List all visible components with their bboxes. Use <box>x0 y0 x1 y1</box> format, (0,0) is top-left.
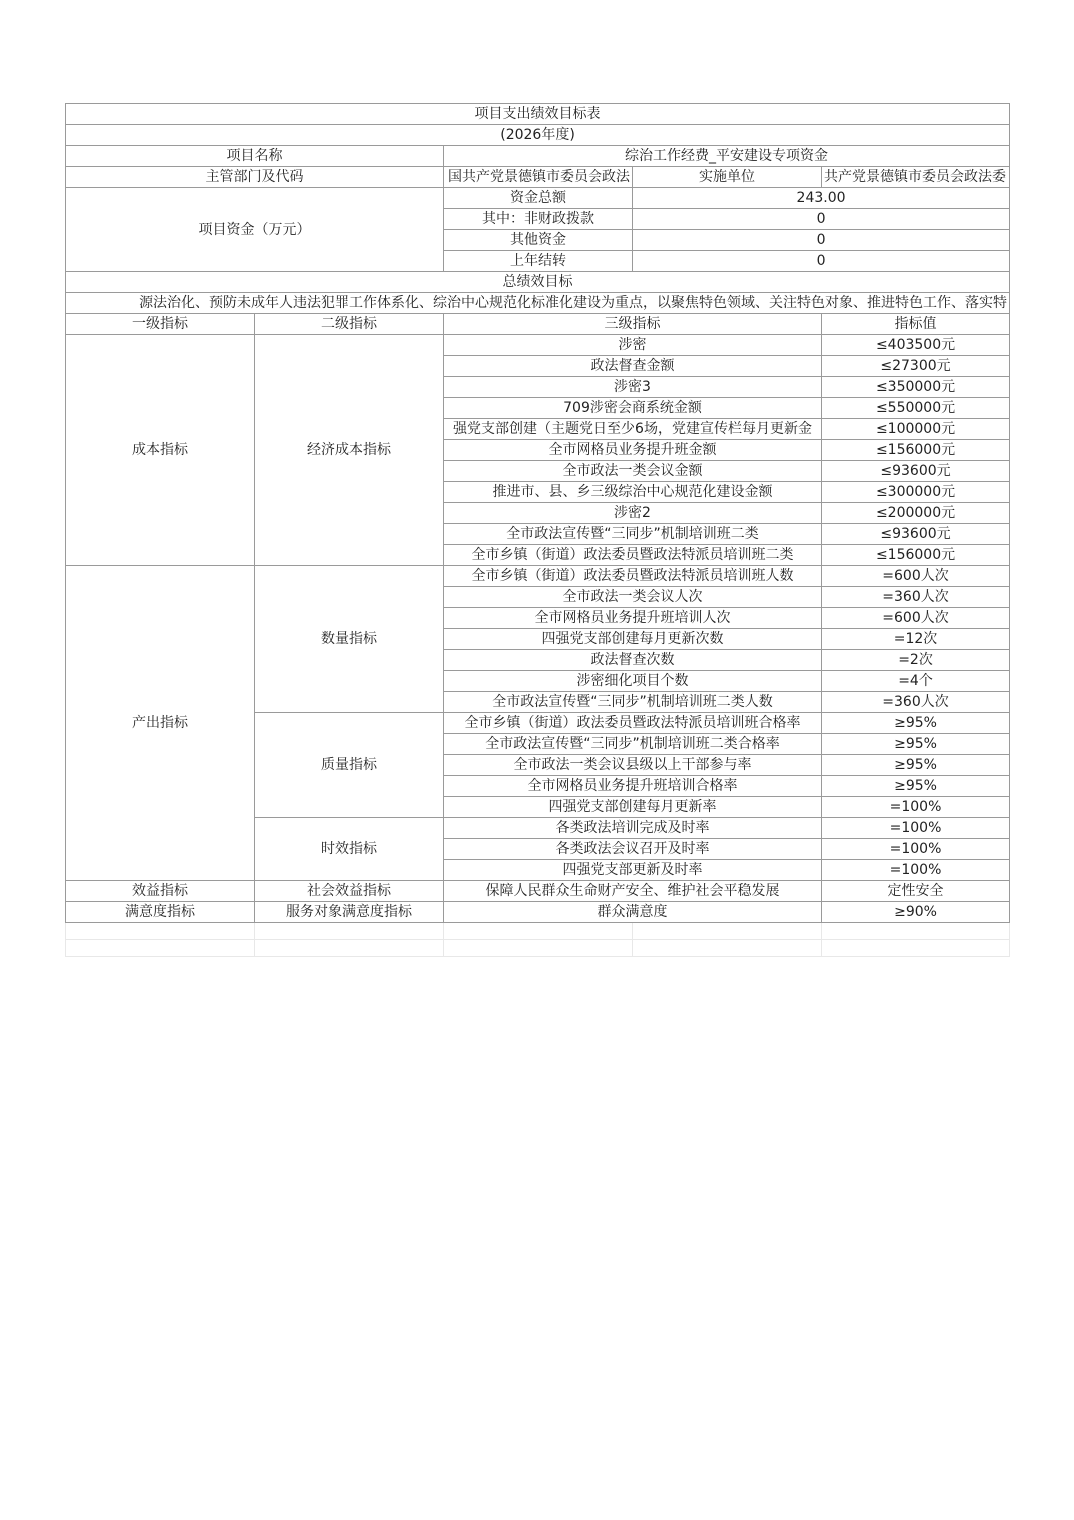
indicator-row <box>66 566 1010 587</box>
indicator-value: ≤200000元 <box>822 503 1010 524</box>
level2-indicator: 时效指标 <box>255 818 444 881</box>
indicator-value: =360人次 <box>822 692 1010 713</box>
empty-grid-row <box>66 940 1010 957</box>
funds-total-value: 243.00 <box>633 188 1010 209</box>
impl-unit-value: 共产党景德镇市委员会政法委 <box>822 167 1010 188</box>
header-level2: 二级指标 <box>255 314 444 335</box>
level3-indicator: 保障人民群众生命财产安全、维护社会平稳发展 <box>444 881 822 902</box>
funds-label: 项目资金（万元） <box>66 188 444 272</box>
indicator-value: ≤403500元 <box>822 335 1010 356</box>
level1-indicator: 产出指标 <box>66 566 255 881</box>
level3-indicator: 涉密2 <box>444 503 822 524</box>
empty-cell <box>255 940 444 957</box>
indicator-value: ≤350000元 <box>822 377 1010 398</box>
table-title: 项目支出绩效目标表 <box>66 104 1010 125</box>
level3-indicator: 强党支部创建（主题党日至少6场，党建宣传栏每月更新金 <box>444 419 822 440</box>
level3-indicator: 全市乡镇（街道）政法委员暨政法特派员培训班合格率 <box>444 713 822 734</box>
indicator-value: ≤550000元 <box>822 398 1010 419</box>
funds-other-label: 其他资金 <box>444 230 633 251</box>
funds-nonfiscal-label: 其中：非财政拨款 <box>444 209 633 230</box>
level3-indicator: 全市政法宣传暨“三同步”机制培训班二类 <box>444 524 822 545</box>
level3-indicator: 四强党支部创建每月更新率 <box>444 797 822 818</box>
indicator-value: ≥95% <box>822 776 1010 797</box>
empty-cell <box>444 940 633 957</box>
indicator-value: ≤100000元 <box>822 419 1010 440</box>
level3-indicator: 涉密细化项目个数 <box>444 671 822 692</box>
level1-indicator: 成本指标 <box>66 335 255 566</box>
level3-indicator: 全市政法宣传暨“三同步”机制培训班二类人数 <box>444 692 822 713</box>
table-year: (2026年度) <box>66 125 1010 146</box>
level3-indicator: 全市政法一类会议县级以上干部参与率 <box>444 755 822 776</box>
impl-unit-label: 实施单位 <box>633 167 822 188</box>
indicator-value: ≤27300元 <box>822 356 1010 377</box>
indicator-row <box>66 335 1010 356</box>
overall-goal-label: 总绩效目标 <box>66 272 1010 293</box>
empty-cell <box>822 923 1010 940</box>
indicator-value: =12次 <box>822 629 1010 650</box>
funds-carryover-label: 上年结转 <box>444 251 633 272</box>
performance-target-table <box>65 103 1010 957</box>
empty-cell <box>822 940 1010 957</box>
level2-indicator: 社会效益指标 <box>255 881 444 902</box>
dept-value: 国共产党景德镇市委员会政法 <box>444 167 633 188</box>
empty-grid-row <box>66 923 1010 940</box>
overall-goal-text: 源法治化、预防未成年人违法犯罪工作体系化、综治中心规范化标准化建设为重点，以聚焦特色领域、关注特色对象、推进特色工作、落实特 <box>66 293 1010 314</box>
level3-indicator: 四强党支部创建每月更新次数 <box>444 629 822 650</box>
level3-indicator: 政法督查金额 <box>444 356 822 377</box>
empty-cell <box>633 923 822 940</box>
project-name-value: 综治工作经费_平安建设专项资金 <box>444 146 1010 167</box>
level1-indicator: 满意度指标 <box>66 902 255 923</box>
level2-indicator: 数量指标 <box>255 566 444 713</box>
level3-indicator: 各类政法培训完成及时率 <box>444 818 822 839</box>
performance-target-sheet <box>65 103 1009 957</box>
indicator-value: ≥95% <box>822 734 1010 755</box>
indicator-value: =600人次 <box>822 608 1010 629</box>
indicator-value: ≥95% <box>822 713 1010 734</box>
level2-indicator: 服务对象满意度指标 <box>255 902 444 923</box>
indicator-value: =600人次 <box>822 566 1010 587</box>
level3-indicator: 涉密3 <box>444 377 822 398</box>
level3-indicator: 各类政法会议召开及时率 <box>444 839 822 860</box>
empty-cell <box>66 940 255 957</box>
level3-indicator: 全市乡镇（街道）政法委员暨政法特派员培训班二类 <box>444 545 822 566</box>
indicator-value: =2次 <box>822 650 1010 671</box>
level3-indicator: 四强党支部更新及时率 <box>444 860 822 881</box>
level2-indicator: 质量指标 <box>255 713 444 818</box>
indicator-value: =100% <box>822 839 1010 860</box>
indicator-row <box>66 881 1010 902</box>
level3-indicator: 涉密 <box>444 335 822 356</box>
funds-total-label: 资金总额 <box>444 188 633 209</box>
indicator-value: ≤300000元 <box>822 482 1010 503</box>
indicator-value: ≤156000元 <box>822 440 1010 461</box>
funds-carryover-value: 0 <box>633 251 1010 272</box>
empty-cell <box>444 923 633 940</box>
indicator-value: ≥95% <box>822 755 1010 776</box>
level3-indicator: 全市乡镇（街道）政法委员暨政法特派员培训班人数 <box>444 566 822 587</box>
funds-other-value: 0 <box>633 230 1010 251</box>
indicator-value: =100% <box>822 797 1010 818</box>
indicator-row <box>66 902 1010 923</box>
dept-label: 主管部门及代码 <box>66 167 444 188</box>
header-level3: 三级指标 <box>444 314 822 335</box>
header-level1: 一级指标 <box>66 314 255 335</box>
indicator-value: =4个 <box>822 671 1010 692</box>
level3-indicator: 政法督查次数 <box>444 650 822 671</box>
empty-cell <box>66 923 255 940</box>
indicator-value: =360人次 <box>822 587 1010 608</box>
indicator-value: 定性安全 <box>822 881 1010 902</box>
indicator-value: ≤93600元 <box>822 524 1010 545</box>
indicator-value: ≤156000元 <box>822 545 1010 566</box>
indicator-value: ≤93600元 <box>822 461 1010 482</box>
level2-indicator: 经济成本指标 <box>255 335 444 566</box>
level3-indicator: 推进市、县、乡三级综治中心规范化建设金额 <box>444 482 822 503</box>
level3-indicator: 全市网格员业务提升班金额 <box>444 440 822 461</box>
empty-cell <box>633 940 822 957</box>
project-name-label: 项目名称 <box>66 146 444 167</box>
level3-indicator: 709涉密会商系统金额 <box>444 398 822 419</box>
funds-nonfiscal-value: 0 <box>633 209 1010 230</box>
level3-indicator: 全市政法宣传暨“三同步”机制培训班二类合格率 <box>444 734 822 755</box>
level3-indicator: 全市网格员业务提升班培训人次 <box>444 608 822 629</box>
header-value: 指标值 <box>822 314 1010 335</box>
level3-indicator: 全市政法一类会议金额 <box>444 461 822 482</box>
indicator-value: =100% <box>822 818 1010 839</box>
level3-indicator: 全市政法一类会议人次 <box>444 587 822 608</box>
level1-indicator: 效益指标 <box>66 881 255 902</box>
indicator-value: =100% <box>822 860 1010 881</box>
indicator-value: ≥90% <box>822 902 1010 923</box>
level3-indicator: 全市网格员业务提升班培训合格率 <box>444 776 822 797</box>
empty-cell <box>255 923 444 940</box>
level3-indicator: 群众满意度 <box>444 902 822 923</box>
